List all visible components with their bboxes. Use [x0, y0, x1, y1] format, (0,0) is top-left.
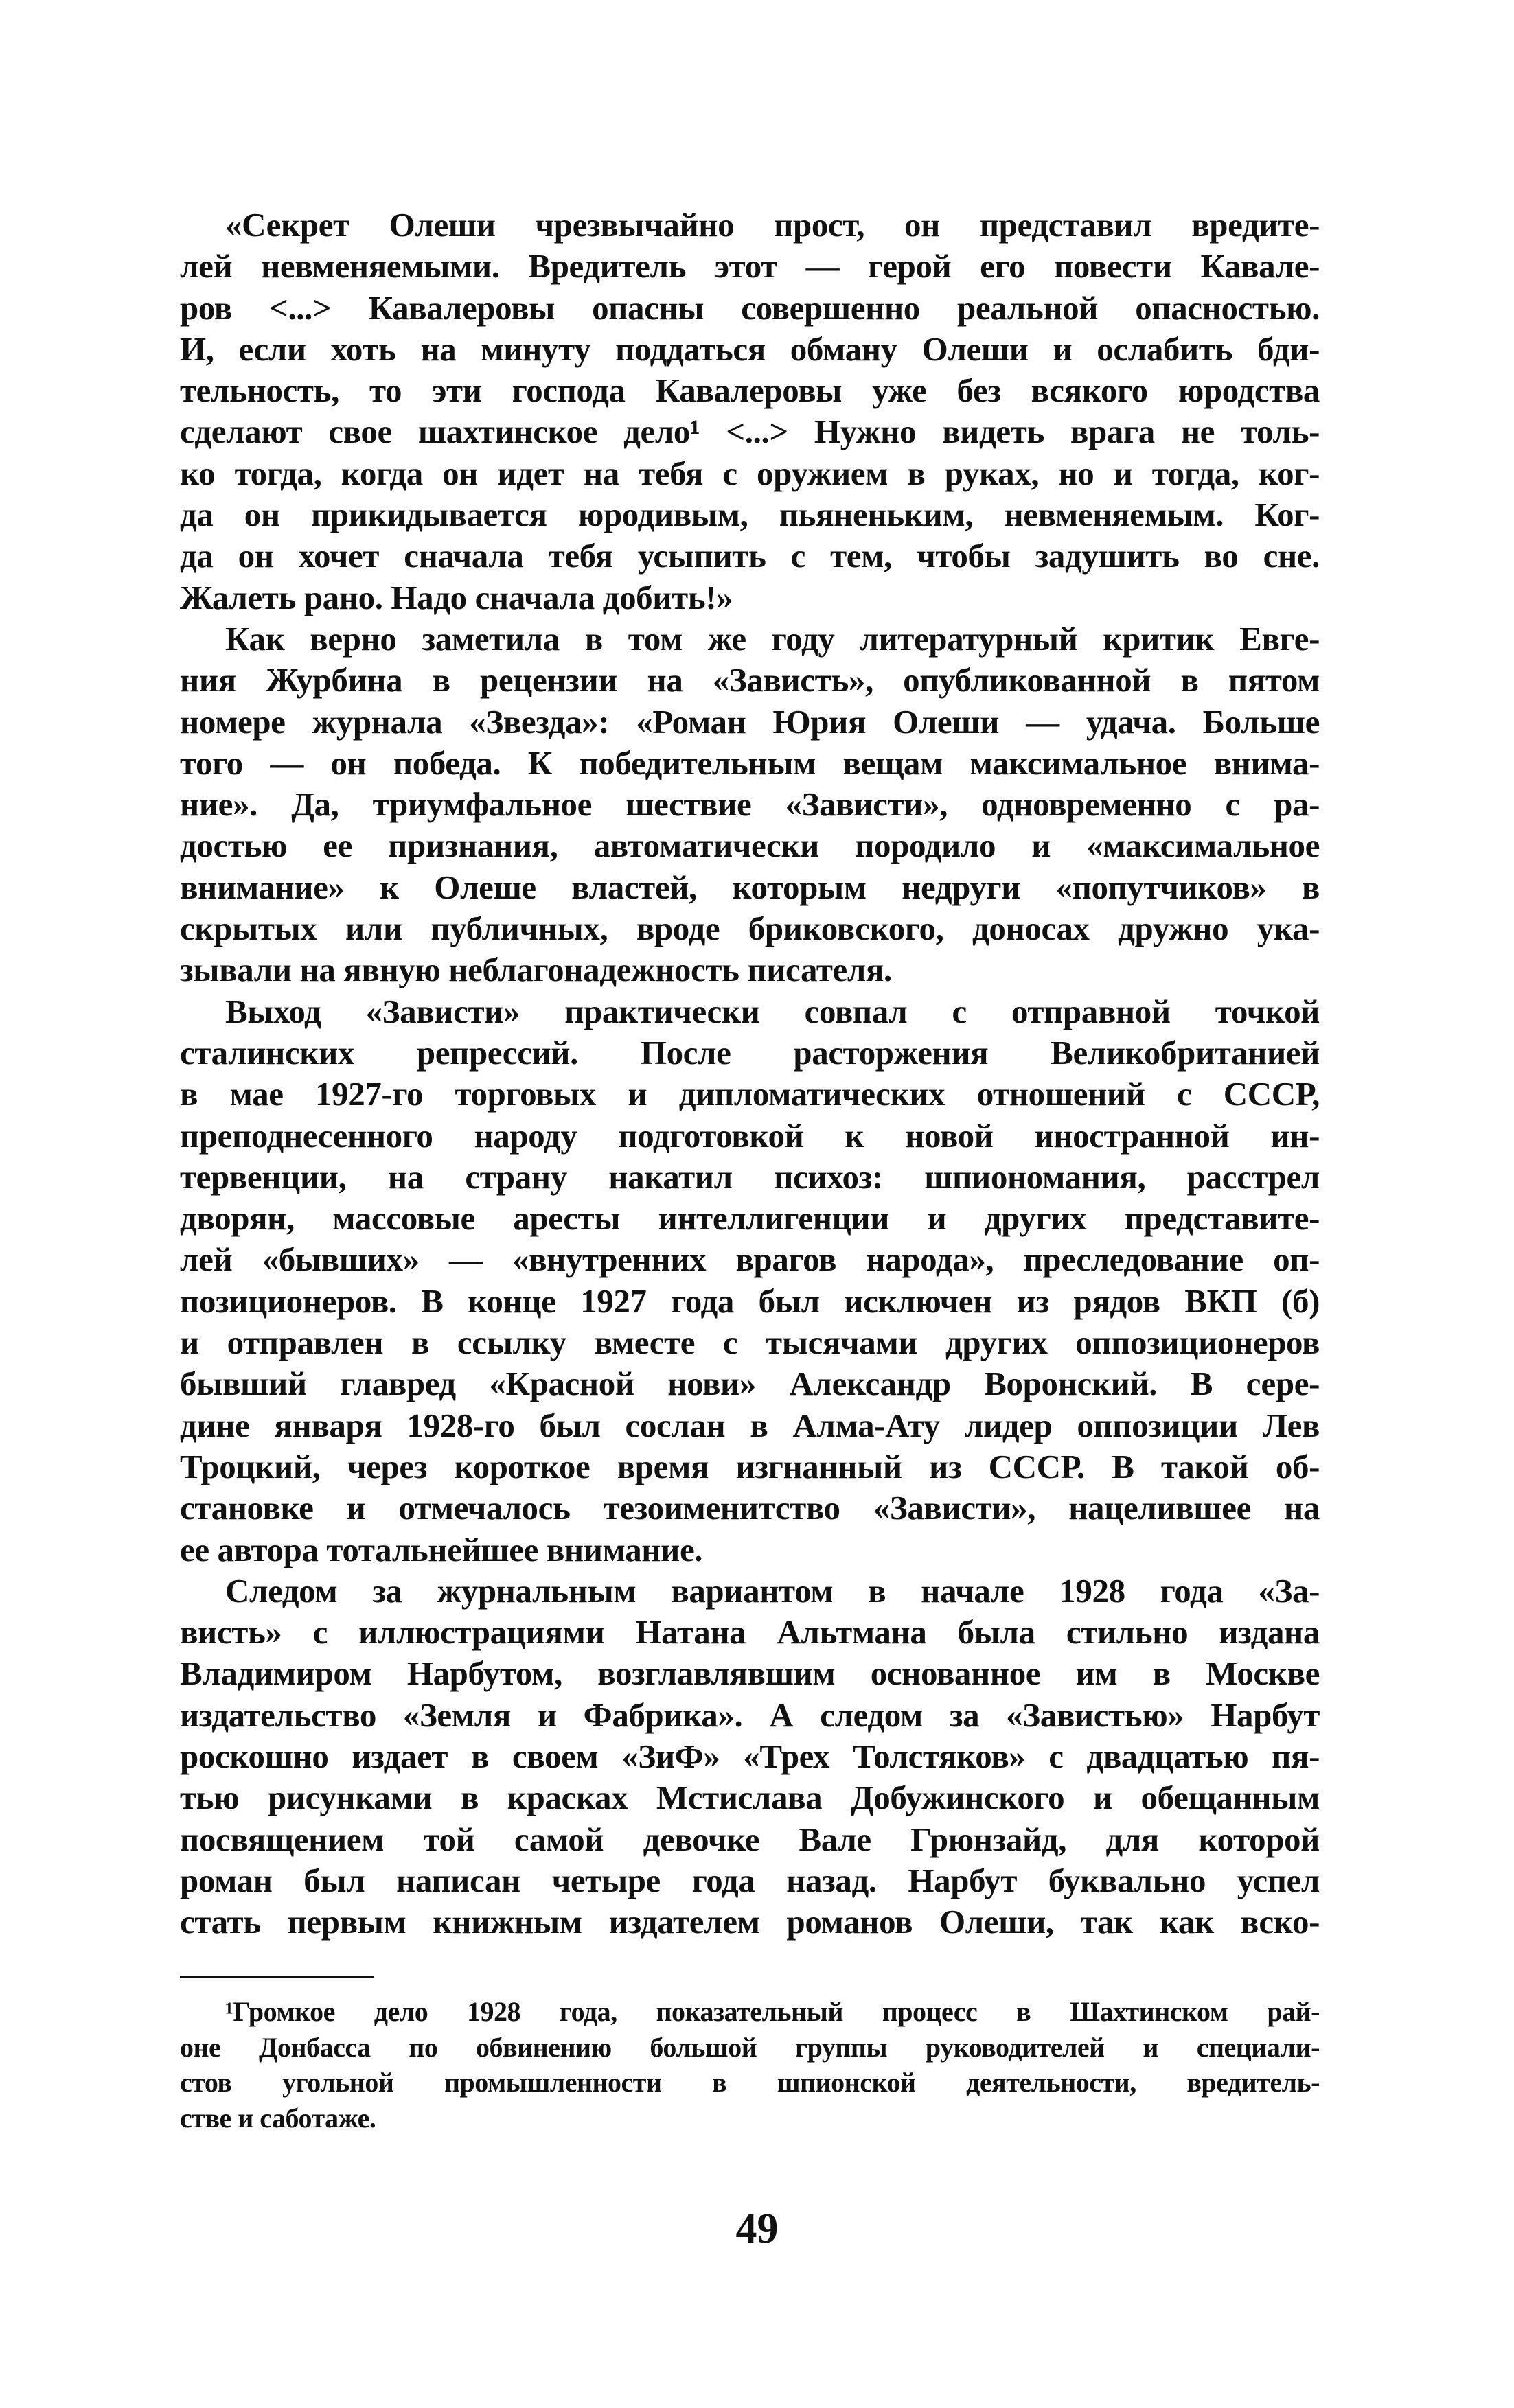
text-line: номере журнала «Звезда»: «Роман Юрия Олеши — удача. Больше: [180, 702, 1320, 741]
text-line: ее автора тотальнейшее внимание.: [180, 1530, 703, 1568]
footnote: [180, 1994, 1320, 2135]
text-line: сталинских репрессий. После расторжения Великобританией: [180, 1033, 1320, 1072]
footnote-line: стве и саботаже.: [180, 2102, 376, 2133]
text-line: Выход «Зависти» практически совпал с отправной точкой: [225, 992, 1320, 1030]
text-line: издательство «Земля и Фабрика». А следом за «Завистью» Нарбут: [180, 1695, 1320, 1734]
text-line: роскошно издает в своем «ЗиФ» «Трех Толстяков» с двадцатью пя-: [180, 1737, 1320, 1775]
footnote-line: ¹Громкое дело 1928 года, показательный процесс в Шахтинском рай-: [225, 1996, 1320, 2027]
text-line: лей невменяемыми. Вредитель этот — герой его повести Кавале-: [180, 247, 1320, 286]
main-text: [180, 205, 1320, 1943]
text-line: посвящением той самой девочке Вале Грюнзайд, для которой: [180, 1820, 1320, 1858]
text-line: тервенции, на страну накатил психоз: шпиономания, расстрел: [180, 1157, 1320, 1196]
text-line: да он прикидывается юродивым, пьяненьким, невменяемым. Ког-: [180, 496, 1320, 534]
footnote-separator: [180, 1976, 374, 1978]
text-line: и отправлен в ссылку вместе с тысячами других оппозиционеров: [180, 1323, 1320, 1362]
text-line: дворян, массовые аресты интеллигенции и других представите-: [180, 1199, 1320, 1238]
text-line: Владимиром Нарбутом, возглавлявшим основанное им в Москве: [180, 1654, 1320, 1693]
footnote-line: оне Донбасса по обвинению большой группы руководителей и специали-: [180, 2031, 1320, 2063]
paragraph: [180, 205, 1320, 618]
text-line: Следом за журнальным вариантом в начале 1928 года «За-: [225, 1571, 1320, 1610]
text-line: сделают свое шахтинское дело¹ <...> Нужно видеть врага не толь-: [180, 413, 1320, 451]
text-line: И, если хоть на минуту поддаться обману Олеши и ослабить бди-: [180, 329, 1320, 368]
text-line: роман был написан четыре года назад. Нарбут буквально успел: [180, 1861, 1320, 1899]
text-line: достью ее признания, автоматически породило и «максимальное: [180, 826, 1320, 865]
text-line: тельность, то эти господа Кавалеровы уже без всякого юродства: [180, 371, 1320, 410]
text-line: скрытых или публичных, вроде бриковского, доносах дружно ука-: [180, 910, 1320, 948]
text-line: в мае 1927-го торговых и дипломатических отношений с СССР,: [180, 1075, 1320, 1113]
paragraph: [180, 991, 1320, 1571]
text-line: того — он победа. К победительным вещам максимальное внима-: [180, 743, 1320, 782]
text-line: ко тогда, когда он идет на тебя с оружием в руках, но и тогда, ког-: [180, 454, 1320, 492]
text-line: да он хочет сначала тебя усыпить с тем, чтобы задушить во сне.: [180, 537, 1320, 575]
text-line: позиционеров. В конце 1927 года был исключен из рядов ВКП (б): [180, 1282, 1320, 1320]
text-line: стать первым книжным издателем романов Олеши, так как вско-: [180, 1903, 1320, 1941]
text-line: становке и отмечалось тезоименитство «Зависти», нацелившее на: [180, 1489, 1320, 1527]
text-line: зывали на явную неблагонадежность писателя.: [180, 951, 892, 989]
text-line: висть» с иллюстрациями Натана Альтмана была стильно издана: [180, 1613, 1320, 1652]
paragraph: [180, 618, 1320, 991]
text-line: ние». Да, триумфальное шествие «Зависти», одновременно с ра-: [180, 785, 1320, 824]
text-line: ния Журбина в рецензии на «Зависть», опубликованной в пятом: [180, 661, 1320, 699]
text-line: Троцкий, через короткое время изгнанный из СССР. В такой об-: [180, 1447, 1320, 1485]
text-line: дине января 1928-го был сослан в Алма-Ату лидер оппозиции Лев: [180, 1406, 1320, 1444]
text-line: ров <...> Кавалеровы опасны совершенно реальной опасностью.: [180, 288, 1320, 327]
text-line: лей «бывших» — «внутренних врагов народа», преследование оп-: [180, 1240, 1320, 1279]
text-line: тью рисунками в красках Мстислава Добужинского и обещанным: [180, 1779, 1320, 1817]
text-line: бывший главред «Красной нови» Александр Воронский. В сере-: [180, 1365, 1320, 1403]
page-number: 49: [735, 2206, 779, 2252]
paragraph: [180, 1571, 1320, 1943]
text-line: преподнесенного народу подготовкой к новой иностранной ин-: [180, 1116, 1320, 1155]
text-line: внимание» к Олеше властей, которым недруги «попутчиков» в: [180, 868, 1320, 906]
text-line: Как верно заметила в том же году литературный критик Евге-: [225, 619, 1320, 658]
footnote-line: стов угольной промышленности в шпионской деятельности, вредитель-: [180, 2067, 1320, 2098]
text-line: Жалеть рано. Надо сначала добить!»: [180, 578, 733, 616]
text-line: «Секрет Олеши чрезвычайно прост, он представил вредите-: [225, 206, 1320, 244]
